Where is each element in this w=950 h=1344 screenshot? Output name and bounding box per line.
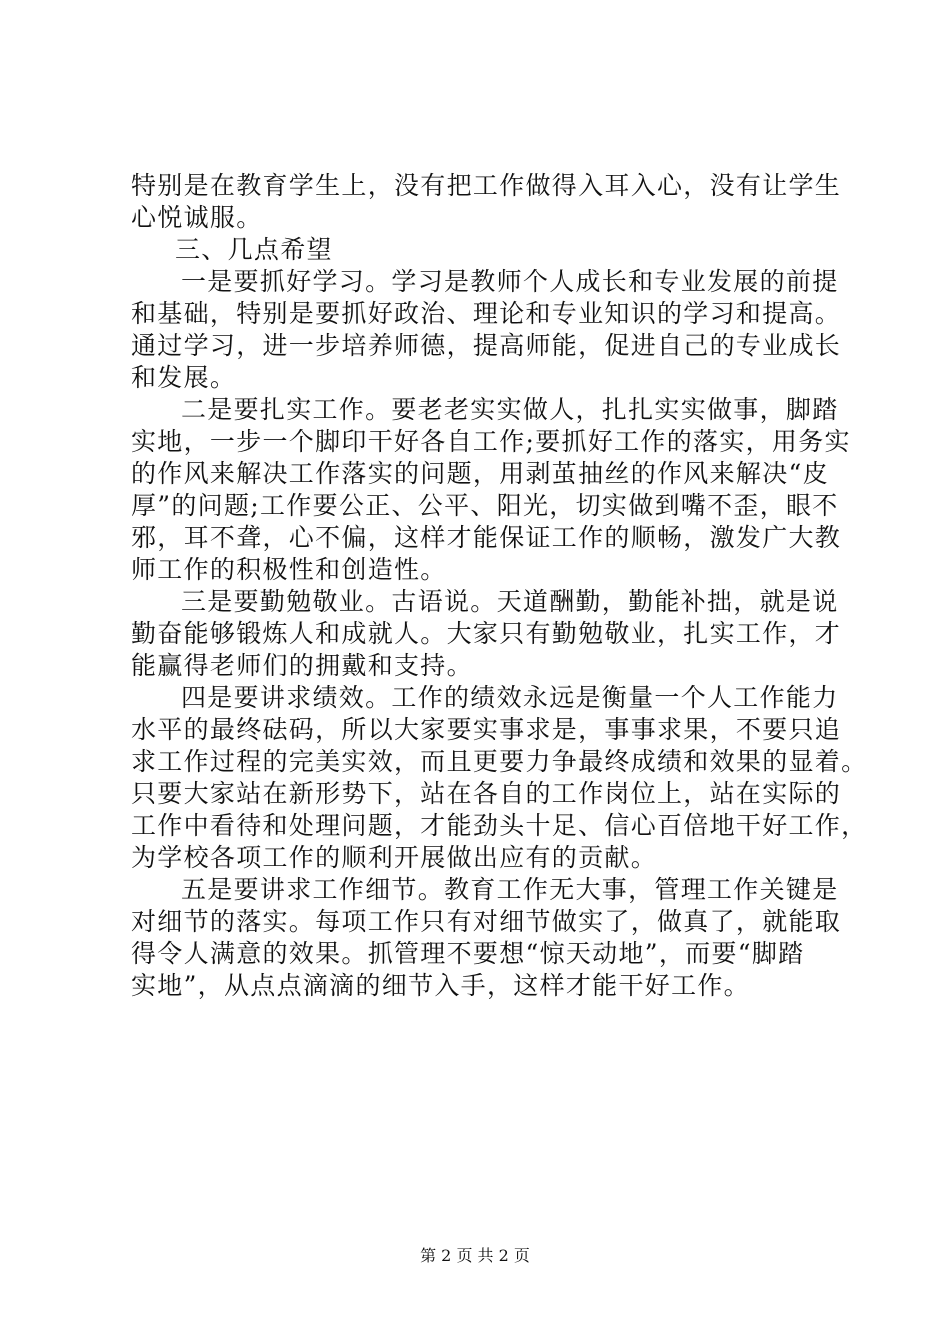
text-line: 心悦诚服。 [131,203,263,232]
text-line: 邪，耳不聋，心不偏，这样才能保证工作的顺畅，激发广大教 [131,523,842,552]
text-line: 一是要抓好学习。学习是教师个人成长和专业发展的前提 [181,267,839,296]
text-line: 对细节的落实。每项工作只有对细节做实了，做真了，就能取 [131,907,842,936]
text-line: 五是要讲求工作细节。教育工作无大事，管理工作关键是 [181,875,839,904]
text-line: 三是要勤勉敬业。古语说。天道酬勤，勤能补拙，就是说 [181,587,839,616]
text-line: 通过学习，进一步培养师德，提高师能，促进自己的专业成长 [131,331,842,360]
text-line: 为学校各项工作的顺利开展做出应有的贡献。 [131,843,658,872]
text-line: 特别是在教育学生上，没有把工作做得入耳入心，没有让学生 [131,171,842,200]
section-heading: 三、几点希望 [175,235,333,264]
text-line: 二是要扎实工作。要老老实实做人，扎扎实实做事，脚踏 [181,395,839,424]
text-line: 和基础，特别是要抓好政治、理论和专业知识的学习和提高。 [131,299,842,328]
page-indicator: 第 2 页 共 2 页 [420,1246,530,1265]
page-footer [0,1246,950,1266]
document-body [131,170,868,1002]
text-line: 的作风来解决工作落实的问题，用剥茧抽丝的作风来解决“皮 [131,459,829,488]
text-line: 实地”，从点点滴滴的细节入手，这样才能干好工作。 [131,971,750,1000]
text-line: 只要大家站在新形势下，站在各自的工作岗位上，站在实际的 [131,779,842,808]
text-line: 四是要讲求绩效。工作的绩效永远是衡量一个人工作能力 [181,683,839,712]
text-line: 得令人满意的效果。抓管理不要想“惊天动地”，而要“脚踏 [131,939,805,968]
text-line: 勤奋能够锻炼人和成就人。大家只有勤勉敬业，扎实工作，才 [131,619,842,648]
text-line: 和发展。 [131,363,237,392]
text-line: 厚”的问题;工作要公正、公平、阳光，切实做到嘴不歪，眼不 [131,491,839,520]
text-line: 能赢得老师们的拥戴和支持。 [131,651,473,680]
text-line: 工作中看待和处理问题，才能劲头十足、信心百倍地干好工作， [131,811,868,840]
text-line: 水平的最终砝码，所以大家要实事求是，事事求果，不要只追 [131,715,842,744]
text-line: 师工作的积极性和创造性。 [131,555,447,584]
text-line: 求工作过程的完美实效，而且更要力争最终成绩和效果的显着。 [131,747,868,776]
text-line: 实地，一步一个脚印干好各自工作;要抓好工作的落实，用务实 [131,427,851,456]
